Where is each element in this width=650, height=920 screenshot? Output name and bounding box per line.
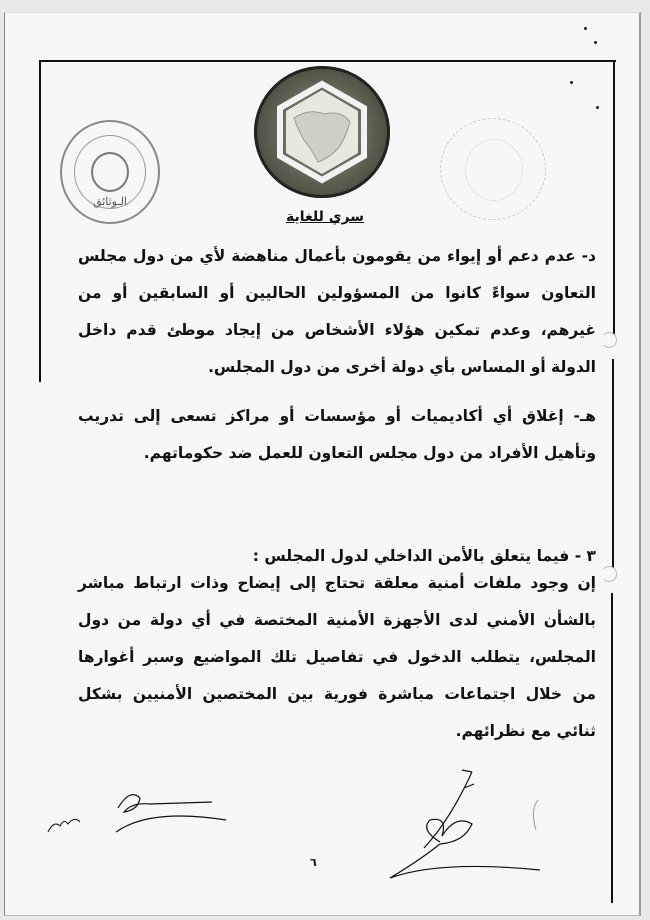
frame-border-right xyxy=(612,359,614,579)
frame-border-right xyxy=(613,60,615,344)
signature-right xyxy=(380,760,560,890)
seal-text: الـوثائق xyxy=(93,195,127,208)
official-seal-right-faded xyxy=(440,118,546,220)
signature-left xyxy=(40,780,240,840)
page-number: ٦ xyxy=(310,856,317,869)
frame-border-right xyxy=(611,593,613,903)
paragraph-d: د- عدم دعم أو إيواء من يقومون بأعمال مناهضة لأي من دول مجلس التعاون سواءً كانوا من المسؤولين الحاليين أو السابقين أو من غيرهم، وعدم تمكين هؤلاء الأشخاص من إيجاد موطئ قدم داخل الدولة أو المساس بأي دولة أخرى من دول المجلس. xyxy=(78,247,596,376)
frame-border-top xyxy=(39,60,616,62)
paragraph-h: هـ- إغلاق أي أكاديميات أو مؤسسات أو مراكز تسعى إلى تدريب وتأهيل الأفراد من دول مجلس التعاون للعمل ضد حكوماتهم. xyxy=(78,407,596,462)
punch-hole xyxy=(601,566,617,582)
section-3-body: إن وجود ملفات أمنية معلقة تحتاج إلى إيضاح وذات ارتباط مباشر بالشأن الأمني لدى الأجهزة الأمنية المختصة في أي دولة من دول المجلس، يتطلب الدخول في تفاصيل تلك المواضيع وسبر أغوارها من خلال اجتماعات مباشرة فورية بين المختصين الأمنيين بشكل ثنائي مع نظرائهم. xyxy=(78,574,596,740)
classification-label: سري للغاية xyxy=(285,209,365,225)
punch-hole xyxy=(601,332,617,348)
section-3-heading: ٣ - فيما يتعلق بالأمن الداخلي لدول المجلس : xyxy=(252,547,596,565)
gcc-emblem xyxy=(254,66,390,198)
